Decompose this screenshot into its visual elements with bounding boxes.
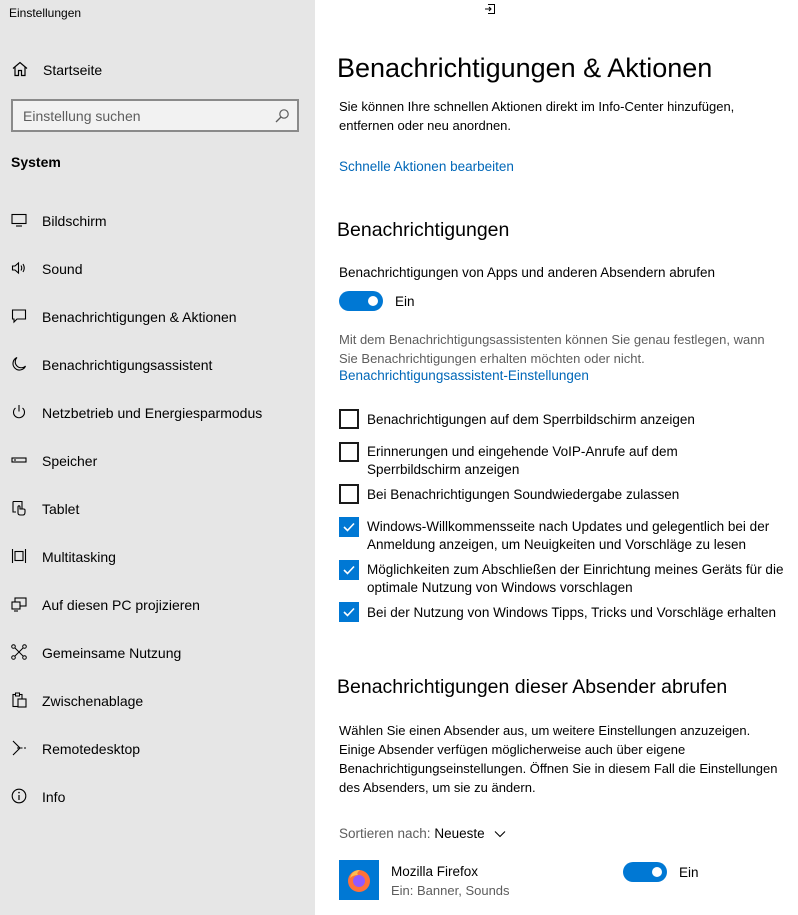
sidebar-item-label: Benachrichtigungen & Aktionen — [42, 309, 237, 325]
list-item[interactable] — [339, 860, 794, 901]
notifications-heading: Benachrichtigungen — [337, 219, 510, 241]
sidebar-item-label: Info — [42, 789, 66, 805]
sort-dropdown[interactable] — [339, 826, 506, 841]
get-notifications-label: Benachrichtigungen von Apps und anderen Absendern abrufen — [339, 265, 716, 280]
sort-label: Sortieren nach: — [339, 826, 431, 841]
notifications-toggle-label: Ein — [395, 294, 415, 309]
sidebar-item-home[interactable] — [0, 54, 315, 86]
checkbox-tips[interactable] — [339, 602, 794, 622]
sidebar-item-label: Multitasking — [42, 549, 116, 565]
checkbox-lockscreen[interactable] — [339, 409, 794, 429]
sidebar-item-tablet[interactable] — [0, 485, 315, 533]
sidebar-item-label: Gemeinsame Nutzung — [42, 645, 182, 661]
app-toggle[interactable] — [623, 862, 667, 882]
checkbox-label: Benachrichtigungen auf dem Sperrbildschirm anzeigen — [367, 412, 695, 427]
sidebar-item-netzbetrieb[interactable] — [0, 389, 315, 437]
intro-text: Sie können Ihre schnellen Aktionen direkt im Info-Center hinzufügen, entfernen oder neu anordnen. — [339, 99, 735, 133]
toggle-knob — [368, 296, 378, 306]
sidebar-item-zwischenablage[interactable] — [0, 677, 315, 725]
checkbox-box[interactable] — [339, 409, 359, 429]
sidebar-item-label: Tablet — [42, 501, 80, 517]
project-icon — [11, 596, 27, 612]
checkbox-label: Erinnerungen und eingehende VoIP-Anrufe auf dem Sperrbildschirm anzeigen — [367, 444, 678, 477]
quick-actions-link[interactable]: Schnelle Aktionen bearbeiten — [339, 159, 514, 174]
search-placeholder: Einstellung suchen — [23, 108, 141, 124]
monitor-icon — [11, 212, 27, 228]
tablet-icon — [11, 500, 27, 516]
checkbox-box[interactable] — [339, 602, 359, 622]
search-icon — [274, 108, 290, 124]
main-content — [315, 0, 798, 915]
checkbox-voip[interactable] — [339, 442, 794, 480]
checkbox-welcome[interactable] — [339, 517, 794, 555]
checkbox-box[interactable] — [339, 484, 359, 504]
speaker-icon — [11, 260, 27, 276]
sidebar-item-label: Netzbetrieb und Energiesparmodus — [42, 405, 263, 421]
sidebar — [0, 0, 315, 915]
app-name: Mozilla Firefox — [391, 864, 479, 879]
senders-text: Wählen Sie einen Absender aus, um weitere Einstellungen anzuzeigen. Einige Absender verfügen möglicherweise auch über eigene Benachrichtigungseinstellungen. Öffnen Sie in diesem Fall die Einstellungen des Absenders, um sie zu ändern. — [339, 723, 778, 795]
multitasking-icon — [11, 548, 27, 564]
assistant-settings-link[interactable]: Benachrichtigungsassistent-Einstellungen — [339, 368, 589, 383]
sidebar-item-gemeinsame-nutzung[interactable] — [0, 629, 315, 677]
notification-icon — [11, 308, 27, 324]
moon-icon — [11, 356, 27, 372]
storage-icon — [11, 452, 27, 468]
checkbox-sound[interactable] — [339, 484, 794, 504]
sidebar-item-label: Bildschirm — [42, 213, 107, 229]
restore-window-icon[interactable] — [484, 3, 496, 15]
sidebar-item-label: Zwischenablage — [42, 693, 144, 709]
power-icon — [11, 404, 27, 420]
checkmark-icon — [342, 605, 356, 619]
sidebar-item-bildschirm[interactable] — [0, 197, 315, 245]
section-title: System — [11, 154, 61, 170]
share-icon — [11, 644, 27, 660]
sort-value: Neueste — [434, 826, 485, 841]
search-input[interactable] — [11, 99, 299, 132]
toggle-knob — [652, 867, 662, 877]
checkmark-icon — [342, 520, 356, 534]
senders-heading: Benachrichtigungen dieser Absender abrufen — [337, 676, 728, 698]
notifications-toggle[interactable] — [339, 291, 383, 311]
sidebar-item-label: Startseite — [43, 62, 103, 78]
checkbox-label: Bei Benachrichtigungen Soundwiedergabe zulassen — [367, 487, 680, 502]
home-icon — [11, 60, 29, 78]
checkbox-label: Möglichkeiten zum Abschließen der Einrichtung meines Geräts für die optimale Nutzung von Windows vorschlagen — [367, 562, 784, 595]
checkbox-label: Bei der Nutzung von Windows Tipps, Tricks und Vorschläge erhalten — [367, 605, 776, 620]
page-title: Benachrichtigungen & Aktionen — [337, 53, 713, 83]
app-status: Ein: Banner, Sounds — [391, 883, 510, 898]
sidebar-item-label: Remotedesktop — [42, 741, 141, 757]
sidebar-item-info[interactable] — [0, 773, 315, 821]
clipboard-icon — [11, 692, 27, 708]
window-title: Einstellungen — [9, 6, 82, 20]
info-icon — [11, 788, 27, 804]
sidebar-item-label: Sound — [42, 261, 83, 277]
sidebar-item-projizieren[interactable] — [0, 581, 315, 629]
sidebar-item-label: Benachrichtigungsassistent — [42, 357, 213, 373]
checkbox-label: Windows-Willkommensseite nach Updates und gelegentlich bei der Anmeldung anzeigen, um Neuigkeiten und Vorschläge zu lesen — [367, 519, 770, 552]
assistant-text: Mit dem Benachrichtigungsassistenten können Sie genau festlegen, wann Sie Benachrichtigungen erhalten möchten oder nicht. — [339, 332, 765, 366]
checkbox-box[interactable] — [339, 560, 359, 580]
checkmark-icon — [342, 563, 356, 577]
sidebar-item-benachrichtigungen[interactable] — [0, 293, 315, 341]
sidebar-item-speicher[interactable] — [0, 437, 315, 485]
sidebar-item-label: Auf diesen PC projizieren — [42, 597, 200, 613]
sidebar-item-remotedesktop[interactable] — [0, 725, 315, 773]
remote-icon — [11, 740, 27, 756]
chevron-down-icon — [494, 830, 506, 838]
app-toggle-label: Ein — [679, 865, 699, 880]
sidebar-item-multitasking[interactable] — [0, 533, 315, 581]
sidebar-item-label: Speicher — [42, 453, 98, 469]
checkbox-box[interactable] — [339, 517, 359, 537]
checkbox-box[interactable] — [339, 442, 359, 462]
firefox-icon — [339, 860, 379, 900]
sidebar-item-sound[interactable] — [0, 245, 315, 293]
checkbox-setup[interactable] — [339, 560, 794, 598]
sidebar-item-assistent[interactable] — [0, 341, 315, 389]
sidebar-nav — [0, 197, 315, 821]
